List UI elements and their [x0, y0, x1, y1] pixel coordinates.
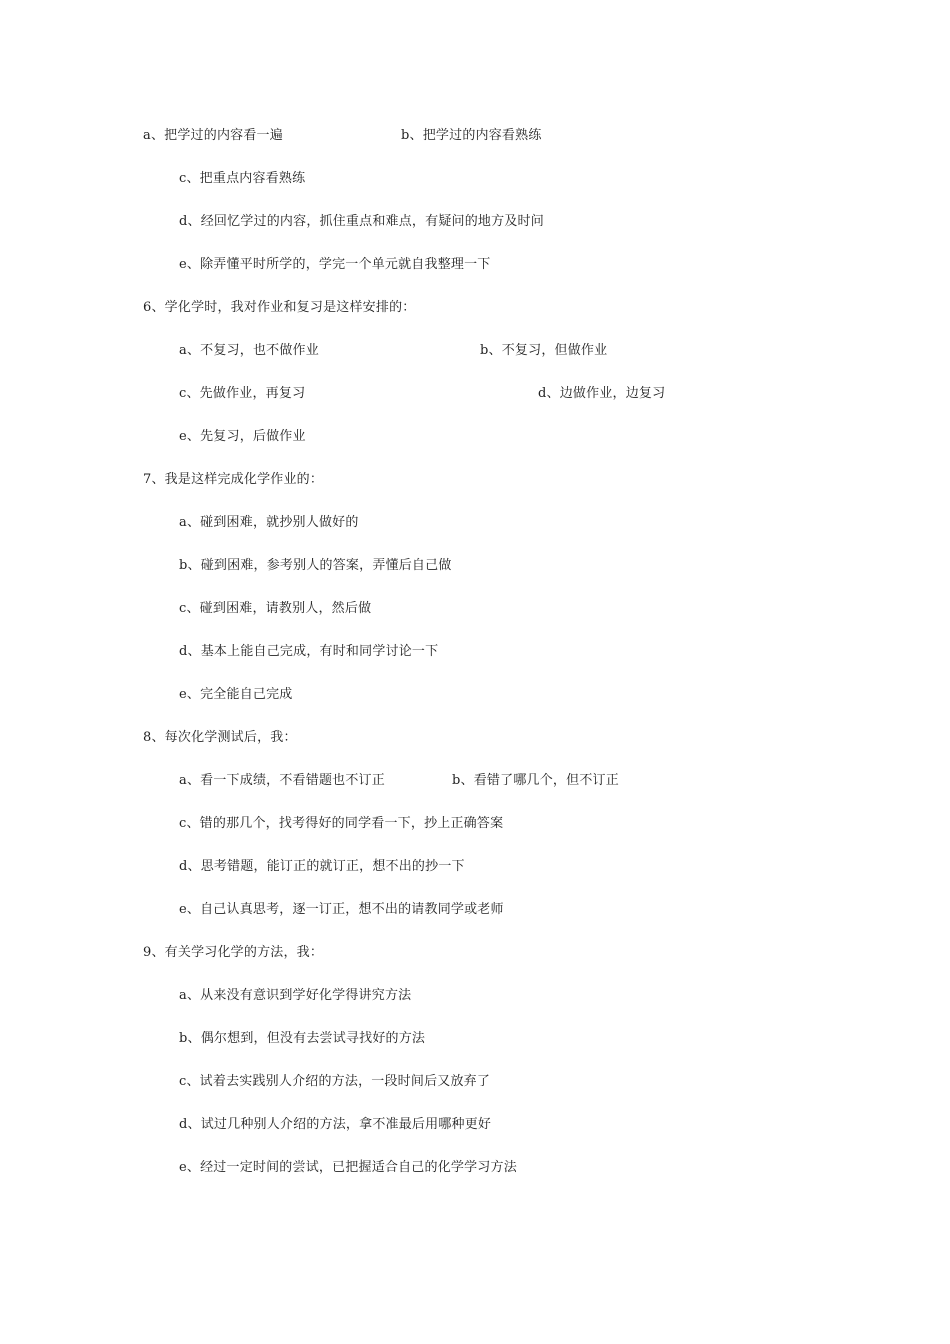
- q5-option-e: e、除弄懂平时所学的，学完一个单元就自我整理一下: [179, 257, 491, 272]
- q9-option-e: e、经过一定时间的尝试，已把握适合自己的化学学习方法: [179, 1160, 517, 1175]
- q8-question: 8、每次化学测试后，我：: [143, 730, 297, 745]
- q9-option-a: a、从来没有意识到学好化学得讲究方法: [179, 988, 412, 1003]
- q6-option-e: e、先复习，后做作业: [179, 429, 306, 444]
- q8-option-a: a、看一下成绩，不看错题也不订正: [179, 773, 385, 788]
- q5-option-b: b、把学过的内容看熟练: [401, 128, 542, 143]
- q8-option-e: e、自己认真思考，逐一订正，想不出的请教同学或老师: [179, 902, 504, 917]
- q6-option-c: c、先做作业，再复习: [179, 386, 306, 401]
- q8-option-c: c、错的那几个，找考得好的同学看一下，抄上正确答案: [179, 816, 504, 831]
- q7-option-a: a、碰到困难，就抄别人做好的: [179, 515, 359, 530]
- q6-option-a: a、不复习，也不做作业: [179, 343, 319, 358]
- q6-option-d: d、边做作业，边复习: [538, 386, 666, 401]
- q7-option-e: e、完全能自己完成: [179, 687, 293, 702]
- q7-option-c: c、碰到困难，请教别人，然后做: [179, 601, 372, 616]
- q9-option-d: d、试过几种别人介绍的方法，拿不准最后用哪种更好: [179, 1117, 492, 1132]
- q9-question: 9、有关学习化学的方法，我：: [143, 945, 324, 960]
- q9-option-c: c、试着去实践别人介绍的方法，一段时间后又放弃了: [179, 1074, 491, 1089]
- q5-option-c: c、把重点内容看熟练: [179, 171, 306, 186]
- q7-option-d: d、基本上能自己完成，有时和同学讨论一下: [179, 644, 439, 659]
- q7-question: 7、我是这样完成化学作业的：: [143, 472, 324, 487]
- q6-question: 6、学化学时，我对作业和复习是这样安排的：: [143, 300, 416, 315]
- q8-option-b: b、看错了哪几个，但不订正: [452, 773, 619, 788]
- q7-option-b: b、碰到困难，参考别人的答案，弄懂后自己做: [179, 558, 452, 573]
- q6-option-b: b、不复习，但做作业: [480, 343, 608, 358]
- q8-option-d: d、思考错题，能订正的就订正，想不出的抄一下: [179, 859, 465, 874]
- q5-option-a: a、把学过的内容看一遍: [143, 128, 283, 143]
- q9-option-b: b、偶尔想到，但没有去尝试寻找好的方法: [179, 1031, 426, 1046]
- q5-option-d: d、经回忆学过的内容，抓住重点和难点，有疑问的地方及时问: [179, 214, 544, 229]
